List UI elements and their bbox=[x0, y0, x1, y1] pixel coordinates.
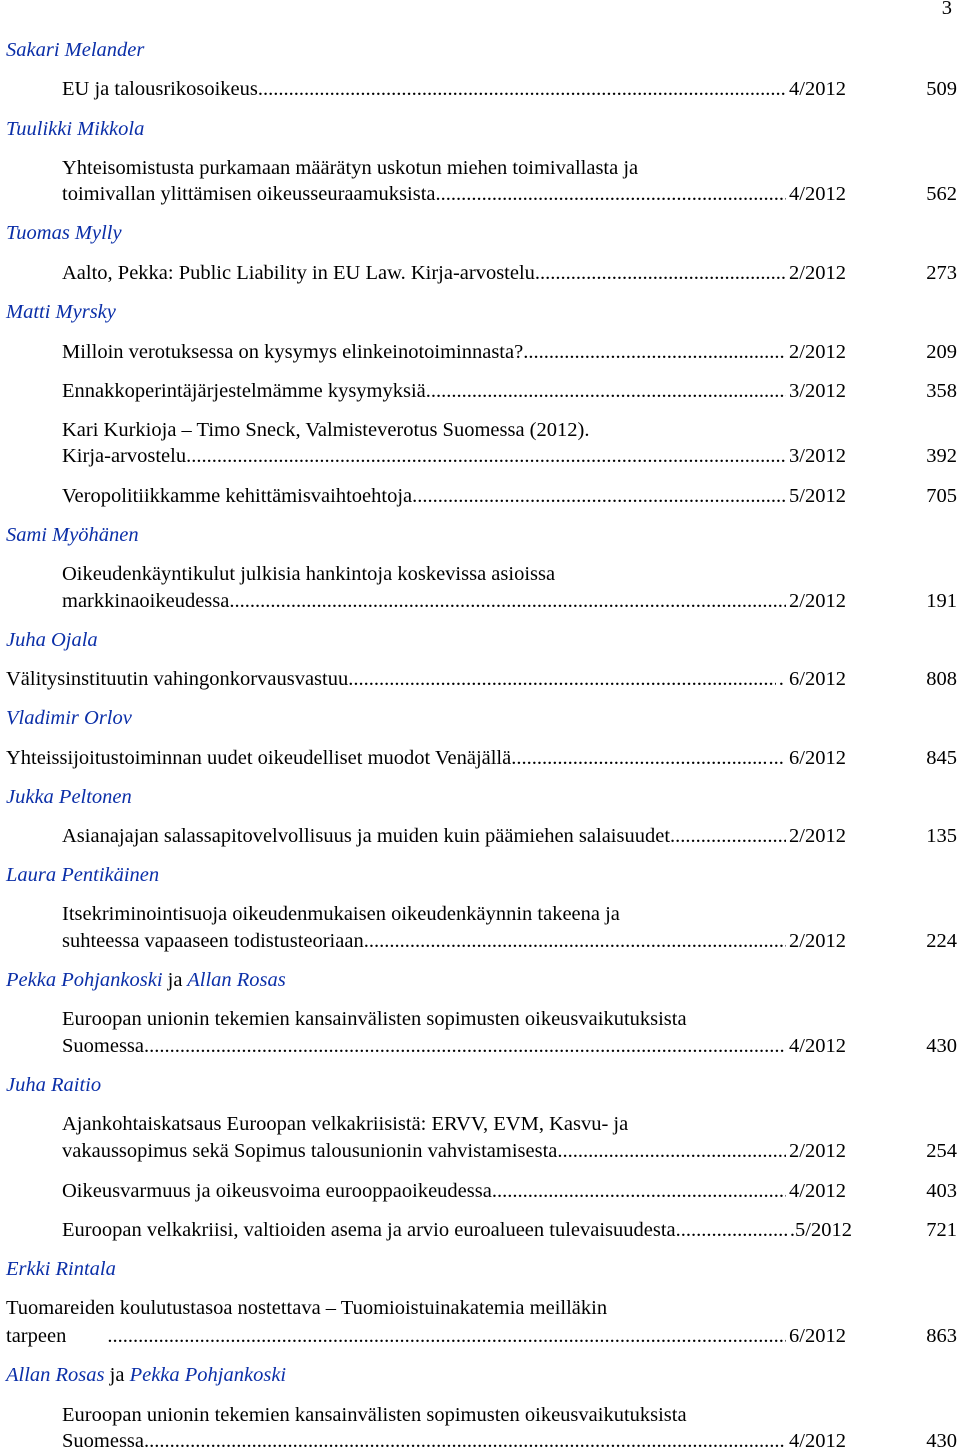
entry-page: 209 bbox=[926, 341, 957, 363]
entry-page: 403 bbox=[926, 1180, 957, 1202]
toc-entry bbox=[62, 1137, 846, 1165]
entry-issue: 2/2012 bbox=[789, 590, 846, 612]
entry-title: Suomessa bbox=[62, 1035, 144, 1057]
author-name: Tuomas Mylly bbox=[6, 222, 122, 244]
entry-page: 392 bbox=[926, 445, 957, 467]
author-name: Pekka Pohjankoski bbox=[129, 1364, 287, 1386]
dot-leader bbox=[144, 1032, 786, 1060]
entry-issue: 2/2012 bbox=[789, 1140, 846, 1162]
entry-title: Välitysinstituutin vahingonkorvausvastuu bbox=[6, 668, 349, 690]
entry-title: markkinaoikeudessa bbox=[62, 590, 230, 612]
entry-page: 430 bbox=[926, 1035, 957, 1057]
author-name: Laura Pentikäinen bbox=[6, 864, 160, 886]
author-conjunction: ja bbox=[167, 969, 183, 991]
entry-title-line: Euroopan unionin tekemien kansainvälisten sopimusten oikeusvaikutuksista bbox=[62, 1008, 687, 1030]
dot-leader bbox=[258, 75, 786, 103]
entry-page: 224 bbox=[926, 930, 957, 952]
entry-page: 358 bbox=[926, 380, 957, 402]
entry-page: 721 bbox=[926, 1219, 957, 1241]
entry-page: 863 bbox=[926, 1325, 957, 1347]
entry-issue: 4/2012 bbox=[789, 1035, 846, 1057]
entry-issue: 4/2012 bbox=[789, 183, 846, 205]
toc-entry bbox=[62, 338, 846, 366]
toc-entry bbox=[62, 1032, 846, 1060]
entry-title: Veropolitiikkamme kehittämisvaihtoehtoja. bbox=[62, 485, 418, 507]
entry-page: 273 bbox=[926, 262, 957, 284]
page-number: 3 bbox=[941, 0, 952, 19]
entry-page: 562 bbox=[926, 183, 957, 205]
entry-issue: 2/2012 bbox=[789, 825, 846, 847]
author-name: Vladimir Orlov bbox=[6, 707, 132, 729]
author-name: Allan Rosas bbox=[187, 969, 286, 991]
author-name: Juha Raitio bbox=[6, 1074, 102, 1096]
dot-leader bbox=[229, 587, 786, 615]
toc-entry bbox=[62, 75, 846, 103]
entry-page: 254 bbox=[926, 1140, 957, 1162]
entry-page: 430 bbox=[926, 1430, 957, 1452]
toc-entry bbox=[62, 442, 846, 470]
toc-entry bbox=[6, 744, 846, 772]
entry-title: Milloin verotuksessa on kysymys elinkeinotoiminnasta? bbox=[62, 341, 524, 363]
author-name: Jukka Peltonen bbox=[6, 786, 132, 808]
entry-title: vakaussopimus sekä Sopimus talousunionin vahvistamisesta bbox=[62, 1140, 558, 1162]
toc-entry bbox=[62, 482, 846, 510]
entry-issue: . 6/2012 bbox=[778, 668, 846, 690]
entry-issue: 2/2012 bbox=[789, 262, 846, 284]
dot-leader bbox=[511, 744, 765, 772]
author-name: Tuulikki Mikkola bbox=[6, 118, 145, 140]
entry-page: 135 bbox=[926, 825, 957, 847]
entry-title: Yhteissijoitustoiminnan uudet oikeudelliset muodot Venäjällä bbox=[6, 747, 512, 769]
entry-page: 808 bbox=[926, 668, 957, 690]
entry-title-line: Tuomareiden koulutustasoa nostettava – Tuomioistuinakatemia meilläkin bbox=[6, 1297, 608, 1319]
entry-title: Aalto, Pekka: Public Liability in EU Law. Kirja-arvostelu bbox=[62, 262, 535, 284]
entry-title: Oikeusvarmuus ja oikeusvoima eurooppaoikeudessa bbox=[62, 1180, 492, 1202]
entry-issue: 4/2012 bbox=[789, 1430, 846, 1452]
entry-title-line: Kari Kurkioja – Timo Sneck, Valmisteverotus Suomessa (2012). bbox=[62, 419, 590, 441]
entry-issue: 5/2012 bbox=[789, 485, 846, 507]
dot-leader bbox=[112, 1322, 786, 1350]
entry-issue: ... 6/2012 bbox=[768, 747, 846, 769]
entry-issue: 2/2012 bbox=[789, 341, 846, 363]
entry-issue: 6/2012 bbox=[789, 1325, 846, 1347]
author-name: Allan Rosas bbox=[6, 1364, 105, 1386]
author-name: Juha Ojala bbox=[6, 629, 98, 651]
author-name: Matti Myrsky bbox=[6, 301, 116, 323]
dot-leader bbox=[435, 180, 786, 208]
dot-leader bbox=[681, 1216, 787, 1244]
dot-leader bbox=[186, 442, 786, 470]
entry-title: suhteessa vapaaseen todistusteoriaan bbox=[62, 930, 364, 952]
toc-entry bbox=[6, 665, 846, 693]
toc-entry bbox=[62, 180, 846, 208]
toc-entry bbox=[62, 1177, 846, 1205]
author-name: Sakari Melander bbox=[6, 39, 145, 61]
entry-issue: 3/2012 bbox=[789, 380, 846, 402]
entry-title-line: Ajankohtaiskatsaus Euroopan velkakriisistä: ERVV, EVM, Kasvu- ja bbox=[62, 1113, 629, 1135]
author-names bbox=[6, 1361, 286, 1389]
dot-leader bbox=[144, 1427, 786, 1455]
author-conjunction: ja bbox=[109, 1364, 125, 1386]
toc-entry bbox=[62, 259, 846, 287]
entry-page: 705 bbox=[926, 485, 957, 507]
dot-leader bbox=[364, 927, 786, 955]
entry-page: 509 bbox=[926, 78, 957, 100]
entry-page: 191 bbox=[926, 590, 957, 612]
dot-leader bbox=[492, 1177, 786, 1205]
toc-entry bbox=[6, 1322, 846, 1350]
entry-title: tarpeen . bbox=[6, 1325, 113, 1347]
author-name: Pekka Pohjankoski bbox=[6, 969, 163, 991]
toc-entry bbox=[62, 822, 846, 850]
entry-title: toimivallan ylittämisen oikeusseuraamuksista bbox=[62, 183, 436, 205]
dot-leader bbox=[426, 377, 786, 405]
entry-title: Euroopan velkakriisi, valtioiden asema ja arvio euroalueen tulevaisuudesta. bbox=[62, 1219, 681, 1241]
toc-entry bbox=[62, 587, 846, 615]
entry-title: EU ja talousrikosoikeus bbox=[62, 78, 258, 100]
entry-title: Asianajajan salassapitovelvollisuus ja muiden kuin päämiehen salaisuudet. bbox=[62, 825, 676, 847]
entry-issue: 3/2012 bbox=[789, 445, 846, 467]
toc-entry bbox=[62, 1427, 846, 1455]
entry-title-line: Oikeudenkäyntikulut julkisia hankintoja koskevissa asioissa bbox=[62, 563, 556, 585]
dot-leader bbox=[557, 1137, 786, 1165]
author-name: Sami Myöhänen bbox=[6, 524, 139, 546]
author-name: Erkki Rintala bbox=[6, 1258, 116, 1280]
entry-page: 845 bbox=[926, 747, 957, 769]
author-names bbox=[6, 966, 286, 994]
toc-entry bbox=[62, 377, 846, 405]
entry-title: Ennakkoperintäjärjestelmämme kysymyksiä bbox=[62, 380, 426, 402]
entry-title-line: Yhteisomistusta purkamaan määrätyn uskotun miehen toimivallasta ja bbox=[62, 157, 639, 179]
entry-title-line: Euroopan unionin tekemien kansainvälisten sopimusten oikeusvaikutuksista bbox=[62, 1404, 687, 1426]
entry-issue: 4/2012 bbox=[789, 1180, 846, 1202]
entry-issue: .5/2012 bbox=[789, 1219, 852, 1241]
entry-title: Kirja-arvostelu bbox=[62, 445, 187, 467]
entry-title: Suomessa bbox=[62, 1430, 144, 1452]
toc-entry bbox=[62, 927, 846, 955]
dot-leader bbox=[675, 822, 786, 850]
dot-leader bbox=[535, 259, 786, 287]
entry-title-line: Itsekriminointisuoja oikeudenmukaisen oikeudenkäynnin takeena ja bbox=[62, 903, 620, 925]
entry-issue: 2/2012 bbox=[789, 930, 846, 952]
dot-leader bbox=[523, 338, 786, 366]
entry-issue: 4/2012 bbox=[789, 78, 846, 100]
dot-leader bbox=[417, 482, 786, 510]
toc-entry bbox=[62, 1216, 852, 1244]
dot-leader bbox=[348, 665, 776, 693]
